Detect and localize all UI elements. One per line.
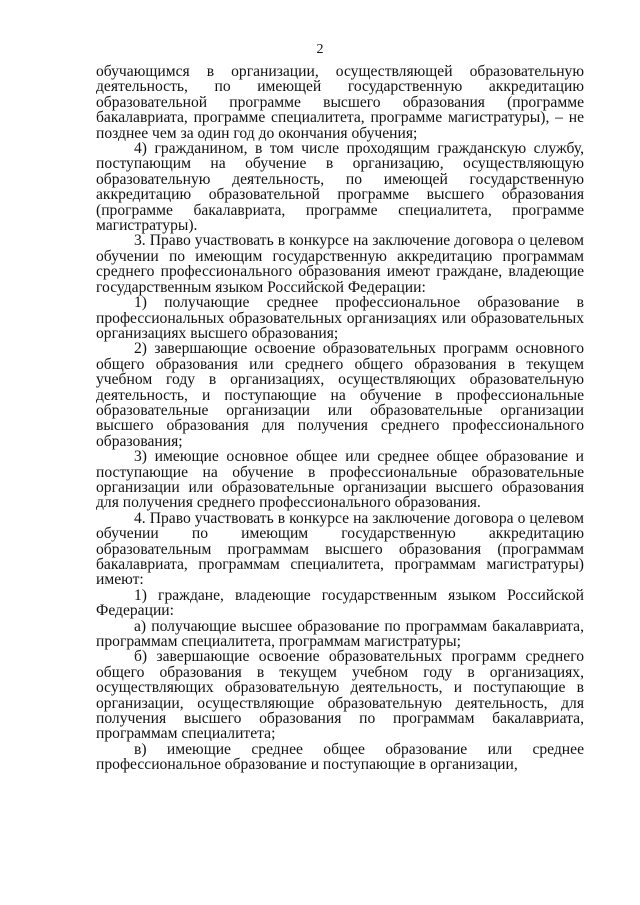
- page-number: 2: [316, 42, 324, 57]
- paragraph: 2) завершающие освоение образовательных программ основного общего образования или среднего общего образования в текущем учебном году в организациях, осуществляющих образовательную деятельность, и поступающие на обучение в профессиональные образовательные организации или образовательные организации высшего образования для получения среднего профессионального образования;: [96, 340, 584, 450]
- paragraph: 4. Право участвовать в конкурсе на заключение договора о целевом обучении по имеющим государственную аккредитацию образовательным программам высшего образования (программам бакалавриата, программам специалитета, программам магистратуры) имеют:: [96, 509, 584, 589]
- paragraph: 3. Право участвовать в конкурсе на заключение договора о целевом обучении по имеющим государственную аккредитацию программам среднего профессионального образования имеют граждане, владеющие государственным языком Российской Федерации:: [96, 232, 584, 296]
- paragraph: 1) граждане, владеющие государственным языком Российской Федерации:: [96, 586, 584, 620]
- paragraph: обучающимся в организации, осуществляющей образовательную деятельность, по имеющей государственную аккредитацию образовательной программе высшего образования (программе бакалавриата, программе специалитета, программе магистратуры), – не позднее чем за один год до окончания обучения;: [96, 63, 584, 142]
- paragraph: б) завершающие освоение образовательных программ среднего общего образования в текущем учебном году в организациях, осуществляющих образовательную деятельность, и поступающие в организации, осуществляющие образовательную деятельность, для получения высшего образования по программам бакалавриата, программам специалитета;: [96, 648, 584, 743]
- paragraph: 3) имеющие основное общее или среднее общее образование и поступающие на обучение в профессиональные образовательные организации или образовательные организации высшего образования для получения среднего профессионального образования.: [96, 448, 584, 512]
- document-body: [96, 64, 584, 773]
- paragraph: 4) гражданином, в том числе проходящим гражданскую службу, поступающим на обучение в организацию, осуществляющую образовательную деятельность, по имеющей государственную аккредитацию образовательной программе высшего образования (программе бакалавриата, программе специалитета, программе магистратуры).: [96, 140, 584, 235]
- paragraph: 1) получающие среднее профессиональное образование в профессиональных образовательных организациях или образовательных организациях высшего образования;: [96, 294, 584, 342]
- paragraph: а) получающие высшее образование по программам бакалавриата, программам специалитета, программам магистратуры;: [96, 617, 584, 651]
- paragraph: в) имеющие среднее общее образование или среднее профессиональное образование и поступающие в организации,: [96, 740, 584, 774]
